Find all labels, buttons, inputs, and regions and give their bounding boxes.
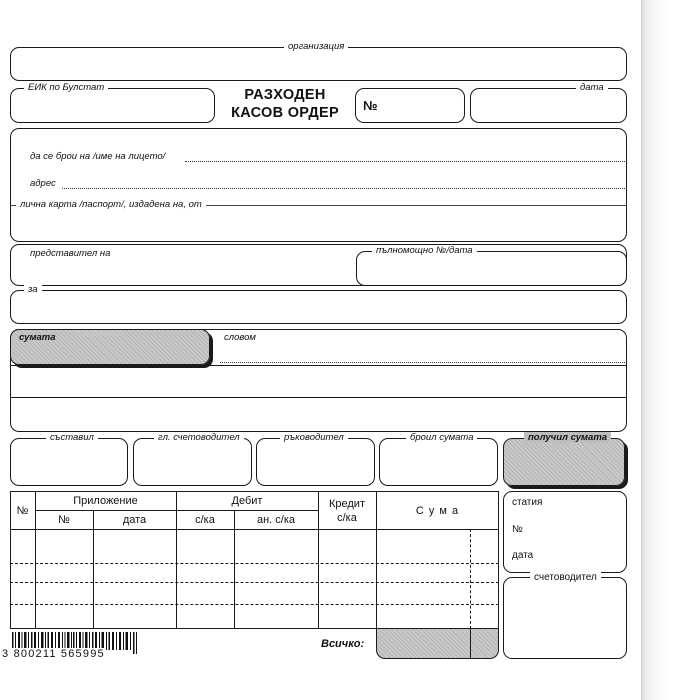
article-date-label: дата [512, 550, 534, 561]
address-label: адрес [30, 178, 56, 189]
title-line-2: КАСОВ ОРДЕР [231, 105, 339, 121]
power-of-attorney-field[interactable] [356, 251, 627, 286]
chief-accountant-label: гл. счетоводител [154, 432, 244, 443]
table-row-line [10, 582, 499, 583]
table-col-line [176, 491, 177, 629]
representative-label: представител на [30, 248, 111, 259]
article-label: статия [512, 497, 543, 508]
eik-label: ЕИК по Булстат [24, 82, 108, 93]
page-edge-shadow [641, 0, 688, 700]
debit-analytical-header: ан. с/ка [256, 514, 296, 526]
received-by-label: получил сумата [524, 432, 611, 443]
in-words-label: словом [224, 332, 256, 343]
amount-divider [10, 365, 627, 366]
col-no-header: № [16, 505, 29, 517]
table-col-line [470, 529, 471, 629]
article-number-label: № [512, 524, 523, 535]
debit-header: Дебит [231, 495, 263, 507]
pay-to-line[interactable] [185, 161, 625, 162]
payee-block [10, 128, 627, 242]
power-of-attorney-label: пълномощно №/дата [372, 245, 477, 256]
table-row-line [10, 563, 499, 564]
accountant-label: счетоводител [530, 572, 601, 583]
table-col-line [93, 510, 94, 629]
total-sum-divider [470, 629, 471, 659]
total-label: Всичко: [321, 638, 365, 650]
counted-by-field[interactable] [379, 438, 498, 486]
id-card-label: лична карта /паспорт/, издадена на, от [16, 199, 206, 210]
credit-account-header: с/ка [337, 512, 357, 524]
sum-header: С у м а [415, 505, 460, 517]
manager-field[interactable] [256, 438, 375, 486]
accountant-field[interactable] [503, 577, 627, 659]
organization-label: организация [284, 41, 348, 52]
in-words-line[interactable] [220, 362, 625, 363]
title-line-1: РАЗХОДЕН [244, 87, 326, 103]
table-col-line [234, 510, 235, 629]
credit-header: Кредит [328, 498, 365, 510]
received-by-field[interactable] [503, 438, 625, 486]
organization-field[interactable] [10, 47, 627, 81]
amount-label: сумата [19, 332, 56, 343]
attachment-no-header: № [58, 514, 70, 526]
counted-by-label: броил сумата [406, 432, 477, 443]
order-number-label: № [363, 98, 378, 113]
chief-accountant-field[interactable] [133, 438, 252, 486]
debit-account-header: с/ка [195, 514, 215, 526]
eik-field[interactable] [10, 88, 215, 123]
compiled-by-field[interactable] [10, 438, 128, 486]
address-line[interactable] [62, 188, 625, 189]
table-header-bottom [10, 529, 499, 530]
date-field[interactable] [470, 88, 627, 123]
attachment-header: Приложение [73, 495, 138, 507]
attachment-date-header: дата [122, 514, 147, 526]
compiled-by-label: съставил [46, 432, 98, 443]
purpose-field[interactable] [10, 290, 627, 324]
pay-to-label: да се брои на /име на лицето/ [30, 151, 166, 162]
manager-label: ръководител [280, 432, 348, 443]
date-label: дата [576, 82, 608, 93]
purpose-label: за [24, 284, 42, 295]
total-sum-field[interactable] [376, 629, 499, 659]
table-row-line [10, 604, 499, 605]
words-divider [10, 397, 627, 398]
barcode-digits: 3 800211 565995 [2, 648, 105, 660]
table-col-line [35, 491, 36, 629]
document-title [220, 86, 350, 122]
